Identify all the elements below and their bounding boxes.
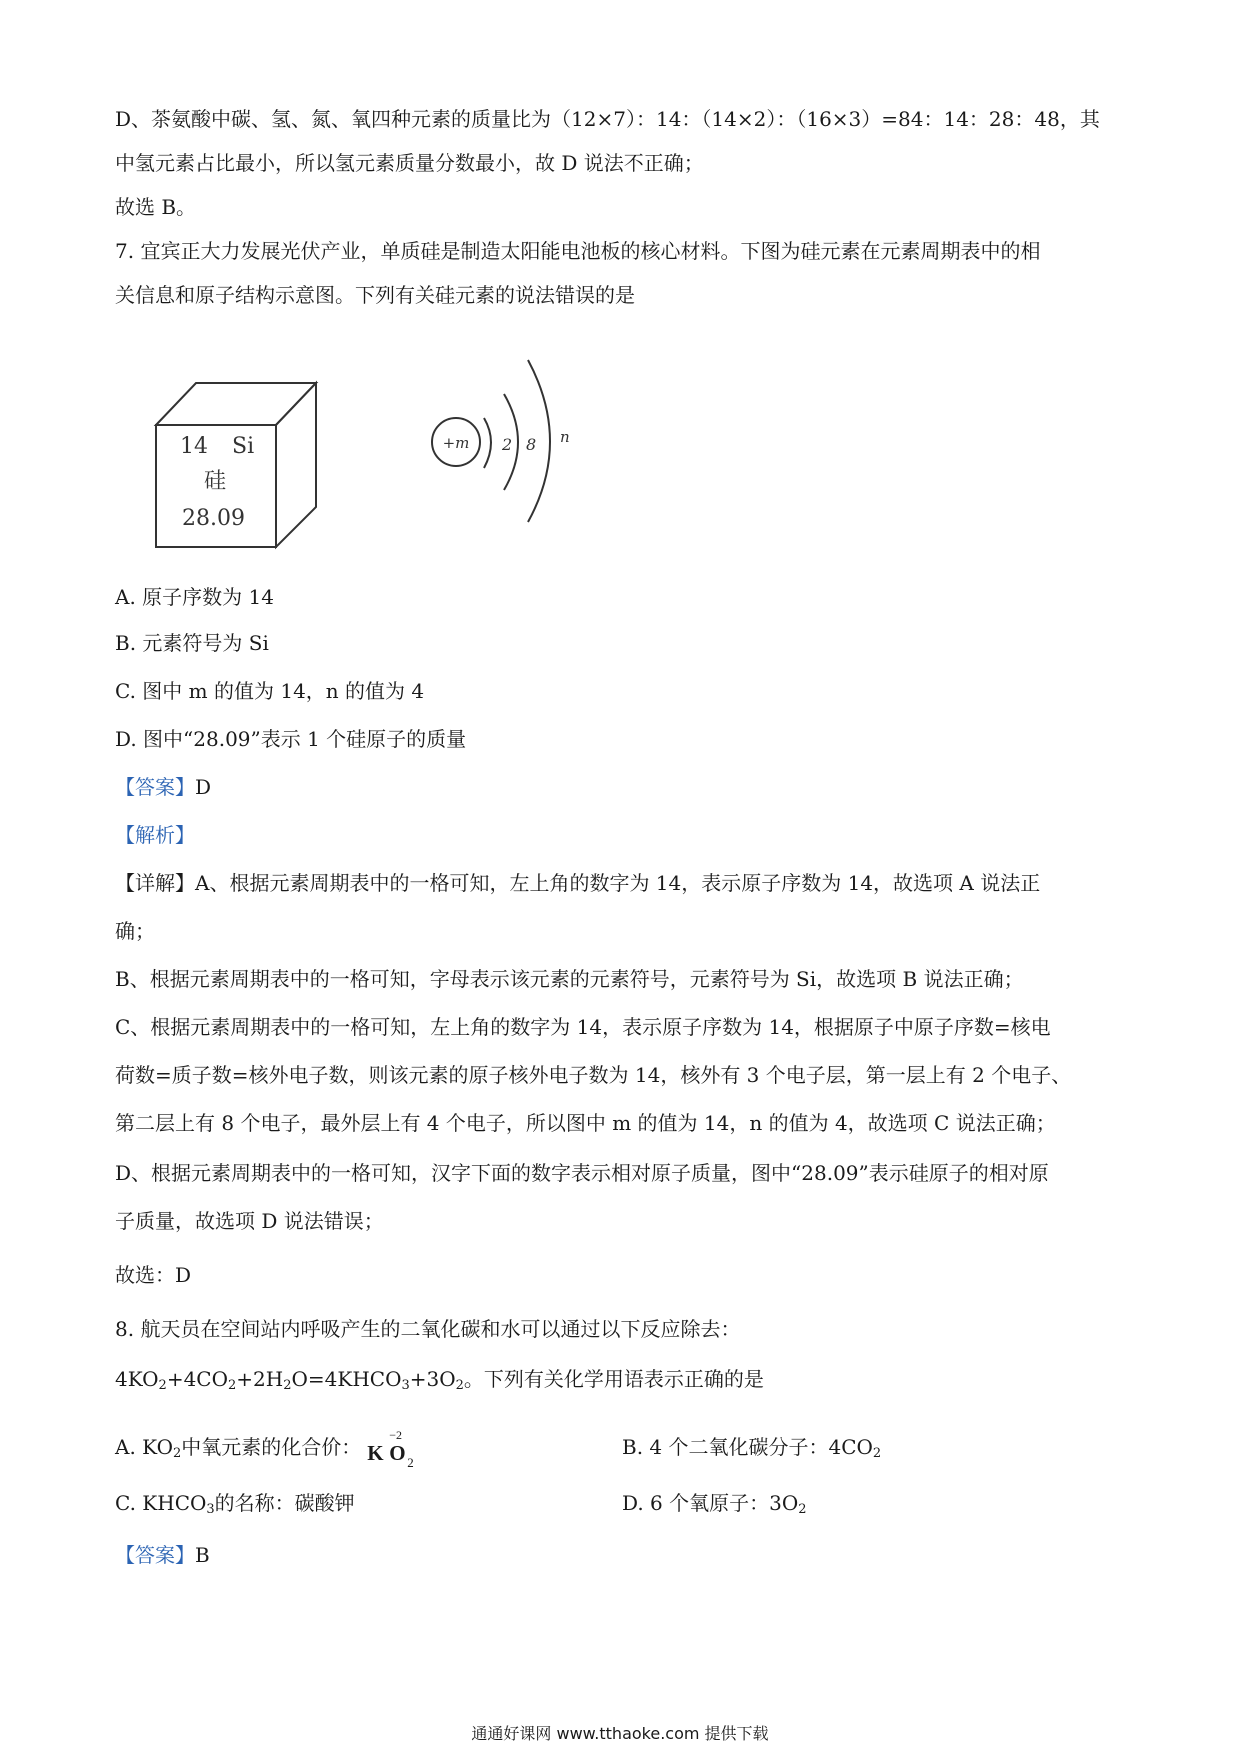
valence-notation: K −2 O 2 [367,1428,414,1470]
shell-1-electrons: 2 [502,435,513,454]
detail-line: C、根据元素周期表中的一格可知，左上角的数字为 14，表示原子序数为 14，根据原子中原子序数=核电 [115,1015,1051,1039]
text-line: D、茶氨酸中碳、氢、氮、氧四种元素的质量比为（12×7）：14：（14×2）：（16×3）=84：14：28：48，其 [115,107,1100,131]
detail-line: B、根据元素周期表中的一格可知，字母表示该元素的元素符号，元素符号为 Si，故选项 B 说法正确； [115,967,1024,991]
atom-structure-diagram [420,350,600,530]
question-7-stem: 关信息和原子结构示意图。下列有关硅元素的说法错误的是 [115,283,635,307]
option-b: B. 4 个二氧化碳分子：$4CO_2$ [622,1435,882,1461]
detail-tag: 【详解】 [115,871,195,895]
option-c: C. $KHCO_3$的名称：碳酸钾 [115,1491,355,1517]
detail-line: 子质量，故选项 D 说法错误； [115,1209,384,1233]
chemical-equation: $4KO_2+4CO_2+2H_2O=4KHCO_3+3O_2$。下列有关化学用语表示正确的是 [115,1367,764,1393]
answer-line [115,1542,210,1568]
detail-line: D、根据元素周期表中的一格可知，汉字下面的数字表示相对原子质量，图中“28.09”表示硅原子的相对原 [115,1161,1049,1185]
option-d: D. 图中“28.09”表示 1 个硅原子的质量 [115,727,467,751]
periodic-table-cell [150,375,320,555]
footer-watermark: 通通好课网 www.tthaoke.com 提供下载 [471,1724,769,1743]
answer-line [115,774,211,800]
element-name: 硅 [204,469,227,494]
answer-value: D [195,775,212,799]
answer-value: B [195,1543,210,1567]
detail-line: 【详解】A、根据元素周期表中的一格可知，左上角的数字为 14，表示原子序数为 14，故选项 A 说法正 [115,871,1041,895]
question-7-stem: 7. 宜宾正大力发展光伏产业，单质硅是制造太阳能电池板的核心材料。下图为硅元素在元素周期表中的相 [115,239,1041,263]
question-8-stem: 8. 航天员在空间站内呼吸产生的二氧化碳和水可以通过以下反应除去： [115,1317,741,1341]
element-symbol: Si [232,434,255,459]
atomic-number: 14 [180,434,208,459]
text-line: 中氢元素占比最小，所以氢元素质量分数最小，故 D 说法不正确； [115,151,704,175]
option-a: A. 原子序数为 14 [115,585,274,609]
option-a: A. $KO_2$中氧元素的化合价： K −2 O 2 [115,1434,417,1460]
option-c: C. 图中 m 的值为 14，n 的值为 4 [115,679,425,703]
shell-2-electrons: 8 [526,435,537,454]
option-b: B. 元素符号为 Si [115,631,269,655]
analysis-tag: 【解析】 [115,823,195,847]
answer-tag: 【答案】 [115,1543,195,1567]
detail-line: 荷数=质子数=核外电子数，则该元素的原子核外电子数为 14，核外有 3 个电子层，第一层上有 2 个电子、 [115,1063,1072,1087]
option-d: D. 6 个氧原子：$3O_2$ [622,1491,807,1517]
text-line: 故选 B。 [115,195,197,219]
detail-line: 第二层上有 8 个电子，最外层上有 4 个电子，所以图中 m 的值为 14，n 的值为 4，故选项 C 说法正确； [115,1111,1056,1135]
nucleus-charge: +m [442,434,470,452]
answer-tag: 【答案】 [115,775,195,799]
detail-conclusion: 故选：D [115,1263,192,1287]
shell-3-electrons: n [560,428,570,446]
detail-line: 确； [115,919,155,943]
atomic-mass: 28.09 [182,506,245,531]
